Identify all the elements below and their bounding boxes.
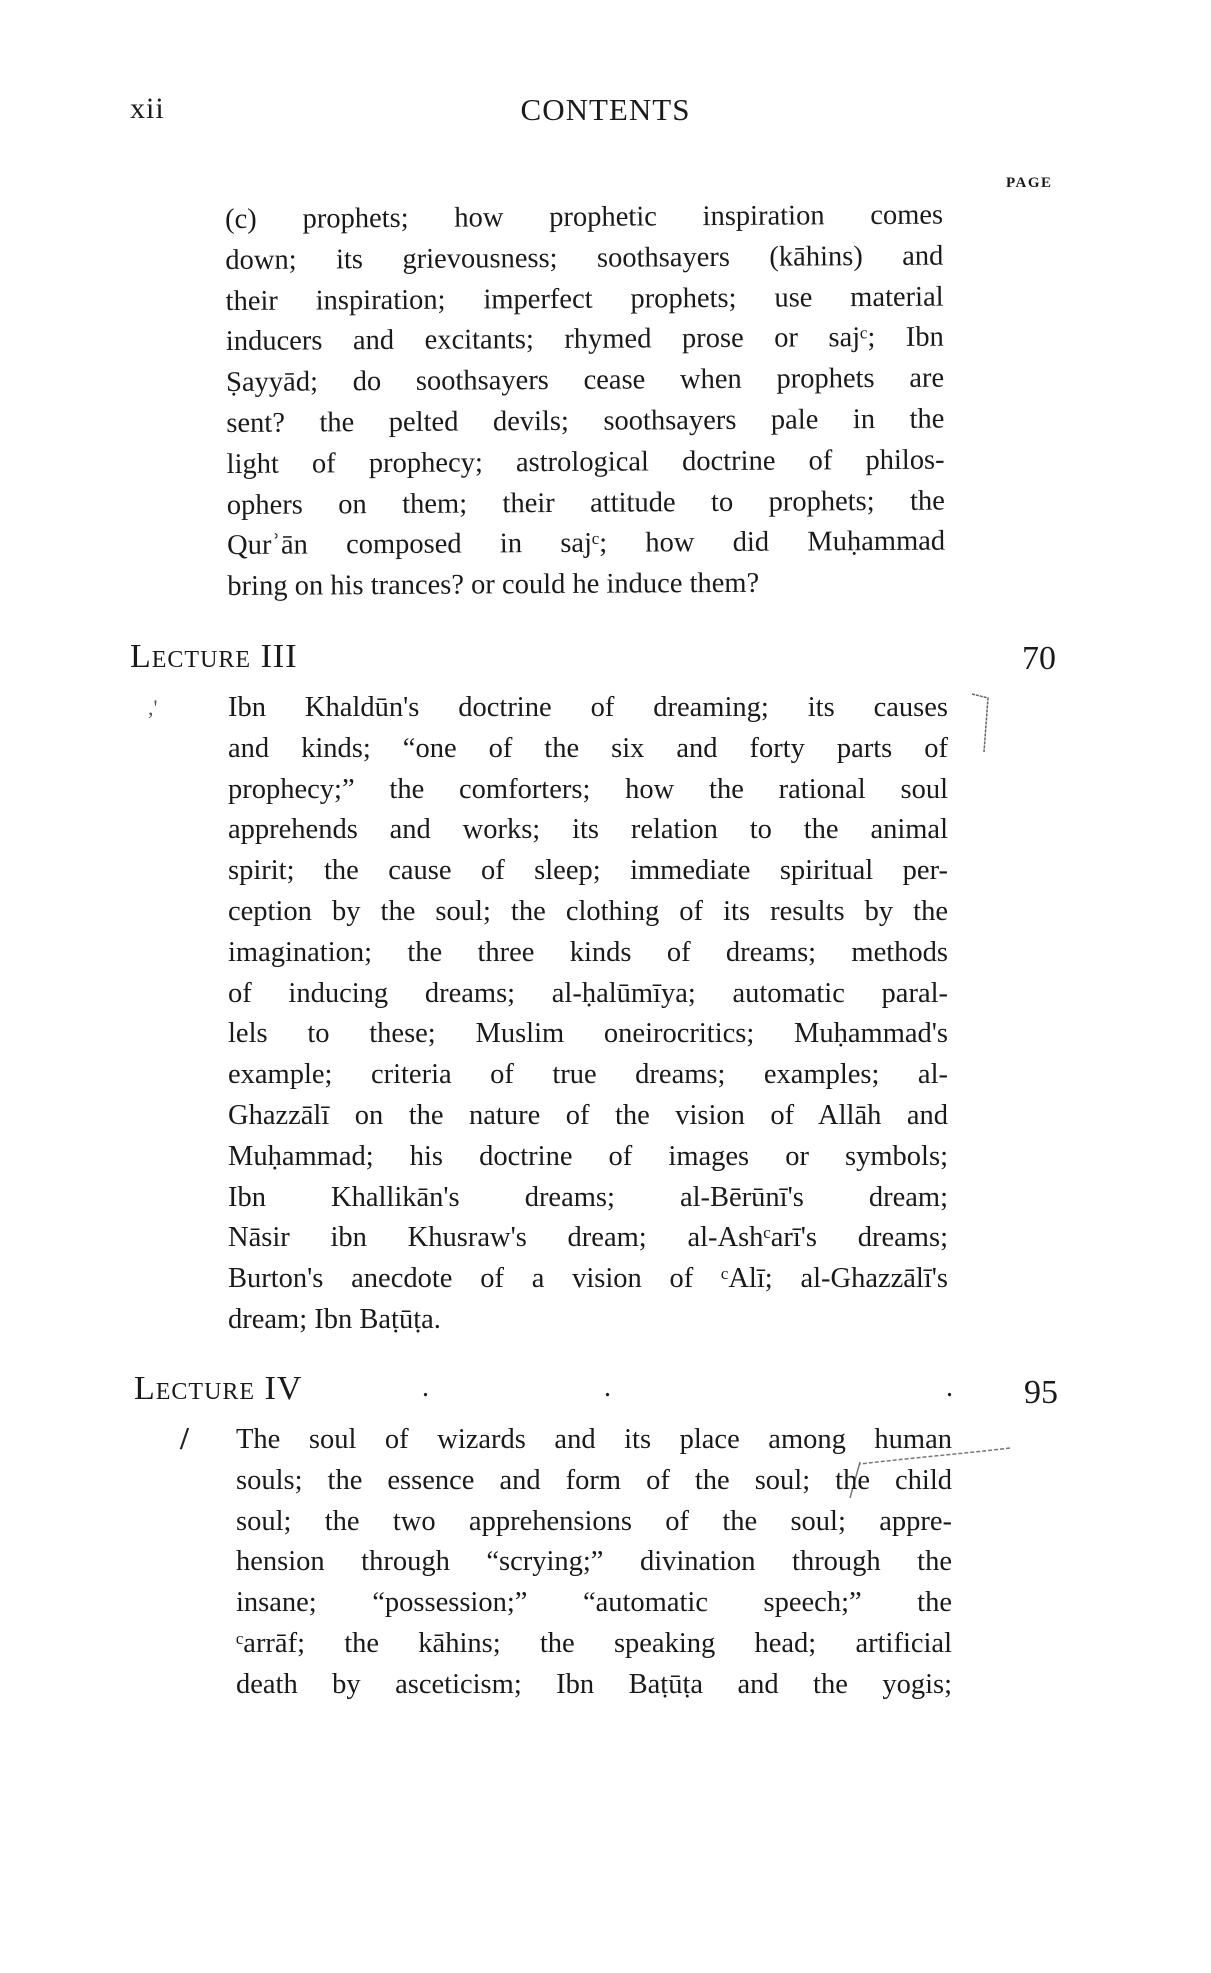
summary-line: Nāsir ibn Khusraw's dream; al-Ashᶜarī's dreams; xyxy=(228,1222,948,1254)
lecture-4-numeral: IV xyxy=(264,1370,303,1407)
summary-line: and kinds; “one of the six and forty parts of xyxy=(228,732,948,764)
leader-dot: . xyxy=(422,1372,429,1403)
summary-line: Muḥammad; his doctrine of images or symbols; xyxy=(228,1140,948,1172)
summary-line: lels to these; Muslim oneirocritics; Muḥammad's xyxy=(228,1018,948,1050)
pencil-slash-mark: / xyxy=(180,1420,189,1456)
entry-line: Qurʾān composed in sajᶜ; how did Muḥammad xyxy=(227,525,946,562)
page-column-label: PAGE xyxy=(1006,175,1053,191)
entry-line: their inspiration; imperfect prophets; use material xyxy=(225,281,944,317)
lecture-3-heading xyxy=(130,638,298,676)
summary-line: example; criteria of true dreams; examples; al- xyxy=(228,1059,948,1091)
summary-line: insane; “possession;” “automatic speech;” the xyxy=(236,1587,952,1619)
lecture-4-heading xyxy=(134,1370,303,1408)
entry-line: light of prophecy; astrological doctrine of philos- xyxy=(226,444,945,480)
entry-line: sent? the pelted devils; soothsayers pale in the xyxy=(226,403,945,439)
summary-line: soul; the two apprehensions of the soul; appre- xyxy=(236,1505,952,1537)
summary-line: of inducing dreams; al-ḥalūmīya; automatic paral- xyxy=(228,977,948,1009)
lecture-3-numeral: III xyxy=(260,638,298,675)
pencil-tick-mark: ,' xyxy=(148,695,158,720)
entry-line: down; its grievousness; soothsayers (kāhins) and xyxy=(225,240,944,276)
page-folio: xii xyxy=(130,92,165,125)
lecture-4-page-number: 95 xyxy=(1024,1374,1058,1411)
summary-line: Ghazzālī on the nature of the vision of Allāh and xyxy=(228,1099,948,1131)
running-head: CONTENTS xyxy=(520,92,691,127)
summary-line: imagination; the three kinds of dreams; methods xyxy=(228,936,948,968)
pencil-bracket-mark xyxy=(968,688,998,758)
entry-line: inducers and excitants; rhymed prose or sajᶜ; Ibn xyxy=(225,322,944,358)
entry-line: bring on his trances? or could he induce them? xyxy=(227,567,760,603)
summary-line: apprehends and works; its relation to the animal xyxy=(228,814,948,846)
summary-line: The soul of wizards and its place among human xyxy=(236,1424,952,1455)
entry-line: ophers on them; their attitude to prophets; the xyxy=(226,485,945,521)
summary-line: death by asceticism; Ibn Baṭūṭa and the yogis; xyxy=(236,1668,952,1700)
summary-line: ception by the soul; the clothing of its results by the xyxy=(228,895,948,927)
lecture-4-prefix: Lecture xyxy=(134,1370,256,1407)
summary-line: souls; the essence and form of the soul; the child xyxy=(236,1464,952,1496)
summary-line: Burton's anecdote of a vision of ᶜAlī; al-Ghazzālī's xyxy=(228,1263,948,1295)
entry-line: Ṣayyād; do soothsayers cease when prophets are xyxy=(226,362,945,399)
leader-dot: . xyxy=(946,1372,953,1403)
summary-line: spirit; the cause of sleep; immediate spiritual per- xyxy=(228,855,948,887)
summary-line: dream; Ibn Baṭūṭa. xyxy=(228,1303,441,1335)
lecture-4-summary xyxy=(236,1420,952,1706)
summary-line: Ibn Khaldūn's doctrine of dreaming; its causes xyxy=(228,692,948,723)
lecture-3-prefix: Lecture xyxy=(130,638,252,675)
leader-dot: . xyxy=(604,1372,611,1403)
summary-line: prophecy;” the comforters; how the rational soul xyxy=(228,773,948,805)
lecture-3-summary xyxy=(228,688,948,1341)
entry-line: (c) prophets; how prophetic inspiration comes xyxy=(225,199,944,235)
summary-line: ᶜarrāf; the kāhins; the speaking head; artificial xyxy=(236,1627,952,1659)
summary-line: Ibn Khallikān's dreams; al-Bērūnī's dream; xyxy=(228,1181,948,1213)
continued-entry xyxy=(225,196,945,608)
summary-line: hension through “scrying;” divination through the xyxy=(236,1546,952,1578)
lecture-3-page-number: 70 xyxy=(1022,640,1056,677)
